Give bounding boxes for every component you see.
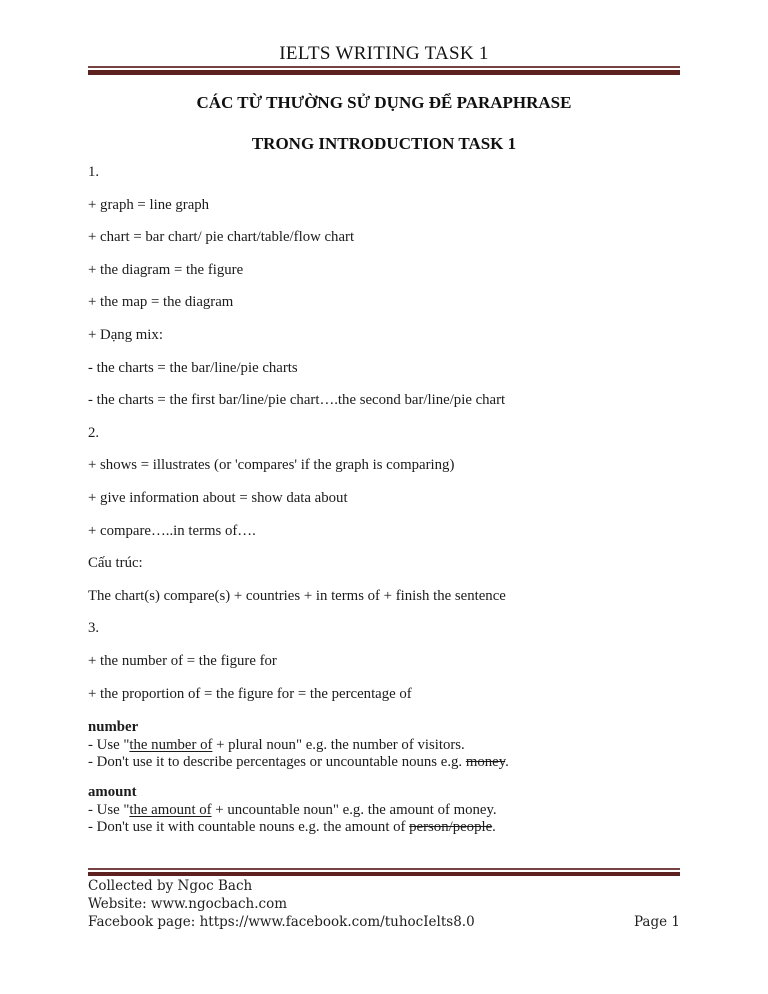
number-use-underlined-phrase: the number of <box>129 736 213 753</box>
number-dont-line <box>88 754 680 771</box>
amount-dont-struck-word: person/people <box>409 819 493 836</box>
document-body <box>88 165 680 837</box>
number-dont-prefix: - Don't use it to describe percentages or uncountable nouns e.g. <box>88 753 466 770</box>
header-rule <box>88 66 680 75</box>
amount-dont-line <box>88 819 680 836</box>
body-paragraph: 1. <box>88 164 100 180</box>
body-paragraph: - the charts = the first bar/line/pie chart….the second bar/line/pie chart <box>88 392 506 409</box>
page-content <box>0 44 768 837</box>
amount-usage-block <box>88 784 680 836</box>
document-title-line-1: CÁC TỪ THƯỜNG SỬ DỤNG ĐỂ PARAPHRASE <box>196 93 572 112</box>
footer-last-row <box>88 914 680 932</box>
body-paragraph: + chart = bar chart/ pie chart/table/flow chart <box>88 229 355 246</box>
footer-website: Website: www.ngocbach.com <box>88 895 288 912</box>
header-rule-thick-line <box>88 70 680 75</box>
number-dont-suffix: . <box>505 753 509 770</box>
body-paragraph: + the number of = the figure for <box>88 652 277 669</box>
running-header-title: IELTS WRITING TASK 1 <box>279 43 489 64</box>
footer-rule-thick-line <box>88 872 680 876</box>
amount-use-line <box>88 802 680 819</box>
body-paragraph: + the map = the diagram <box>88 294 234 311</box>
document-title-line-2: TRONG INTRODUCTION TASK 1 <box>251 134 517 153</box>
body-paragraph: 3. <box>88 620 100 637</box>
body-paragraph: + the diagram = the figure <box>88 261 244 278</box>
amount-dont-prefix: - Don't use it with countable nouns e.g. the amount of <box>88 819 410 836</box>
body-paragraph: - the charts = the bar/line/pie charts <box>88 359 298 376</box>
body-paragraph: + compare…..in terms of…. <box>88 522 256 539</box>
footer-facebook-page: Facebook page: https://www.facebook.com/tuhocIelts8.0 <box>88 913 475 930</box>
body-paragraph: 2. <box>88 424 100 441</box>
footer-page-number: Page 1 <box>633 913 680 930</box>
body-paragraph: + the proportion of = the figure for = the percentage of <box>88 685 412 702</box>
number-dont-struck-word: money <box>465 753 506 770</box>
amount-heading: amount <box>88 784 137 801</box>
body-paragraph: + graph = line graph <box>88 196 210 213</box>
body-paragraph: + shows = illustrates (or 'compares' if the graph is comparing) <box>88 457 455 474</box>
footer-rule <box>88 868 680 876</box>
number-use-line <box>88 737 680 754</box>
amount-dont-suffix: . <box>492 819 496 836</box>
body-paragraph: The chart(s) compare(s) + countries + in terms of + finish the sentence <box>88 587 506 604</box>
body-paragraph: + give information about = show data about <box>88 489 348 506</box>
body-paragraph: + Dạng mix: <box>88 326 163 343</box>
amount-use-underlined-phrase: the amount of <box>129 801 212 818</box>
page-footer <box>88 866 680 931</box>
number-use-suffix: + plural noun" e.g. the number of visitors. <box>212 736 465 753</box>
number-heading: number <box>88 719 139 736</box>
number-use-prefix: - Use " <box>88 736 130 753</box>
number-usage-block <box>88 719 680 771</box>
body-paragraph: Cấu trúc: <box>88 555 143 572</box>
amount-use-prefix: - Use " <box>88 801 130 818</box>
footer-collected-by: Collected by Ngoc Bach <box>88 878 253 894</box>
amount-use-suffix: + uncountable noun" e.g. the amount of money. <box>211 801 497 818</box>
footer-lines <box>88 878 680 931</box>
